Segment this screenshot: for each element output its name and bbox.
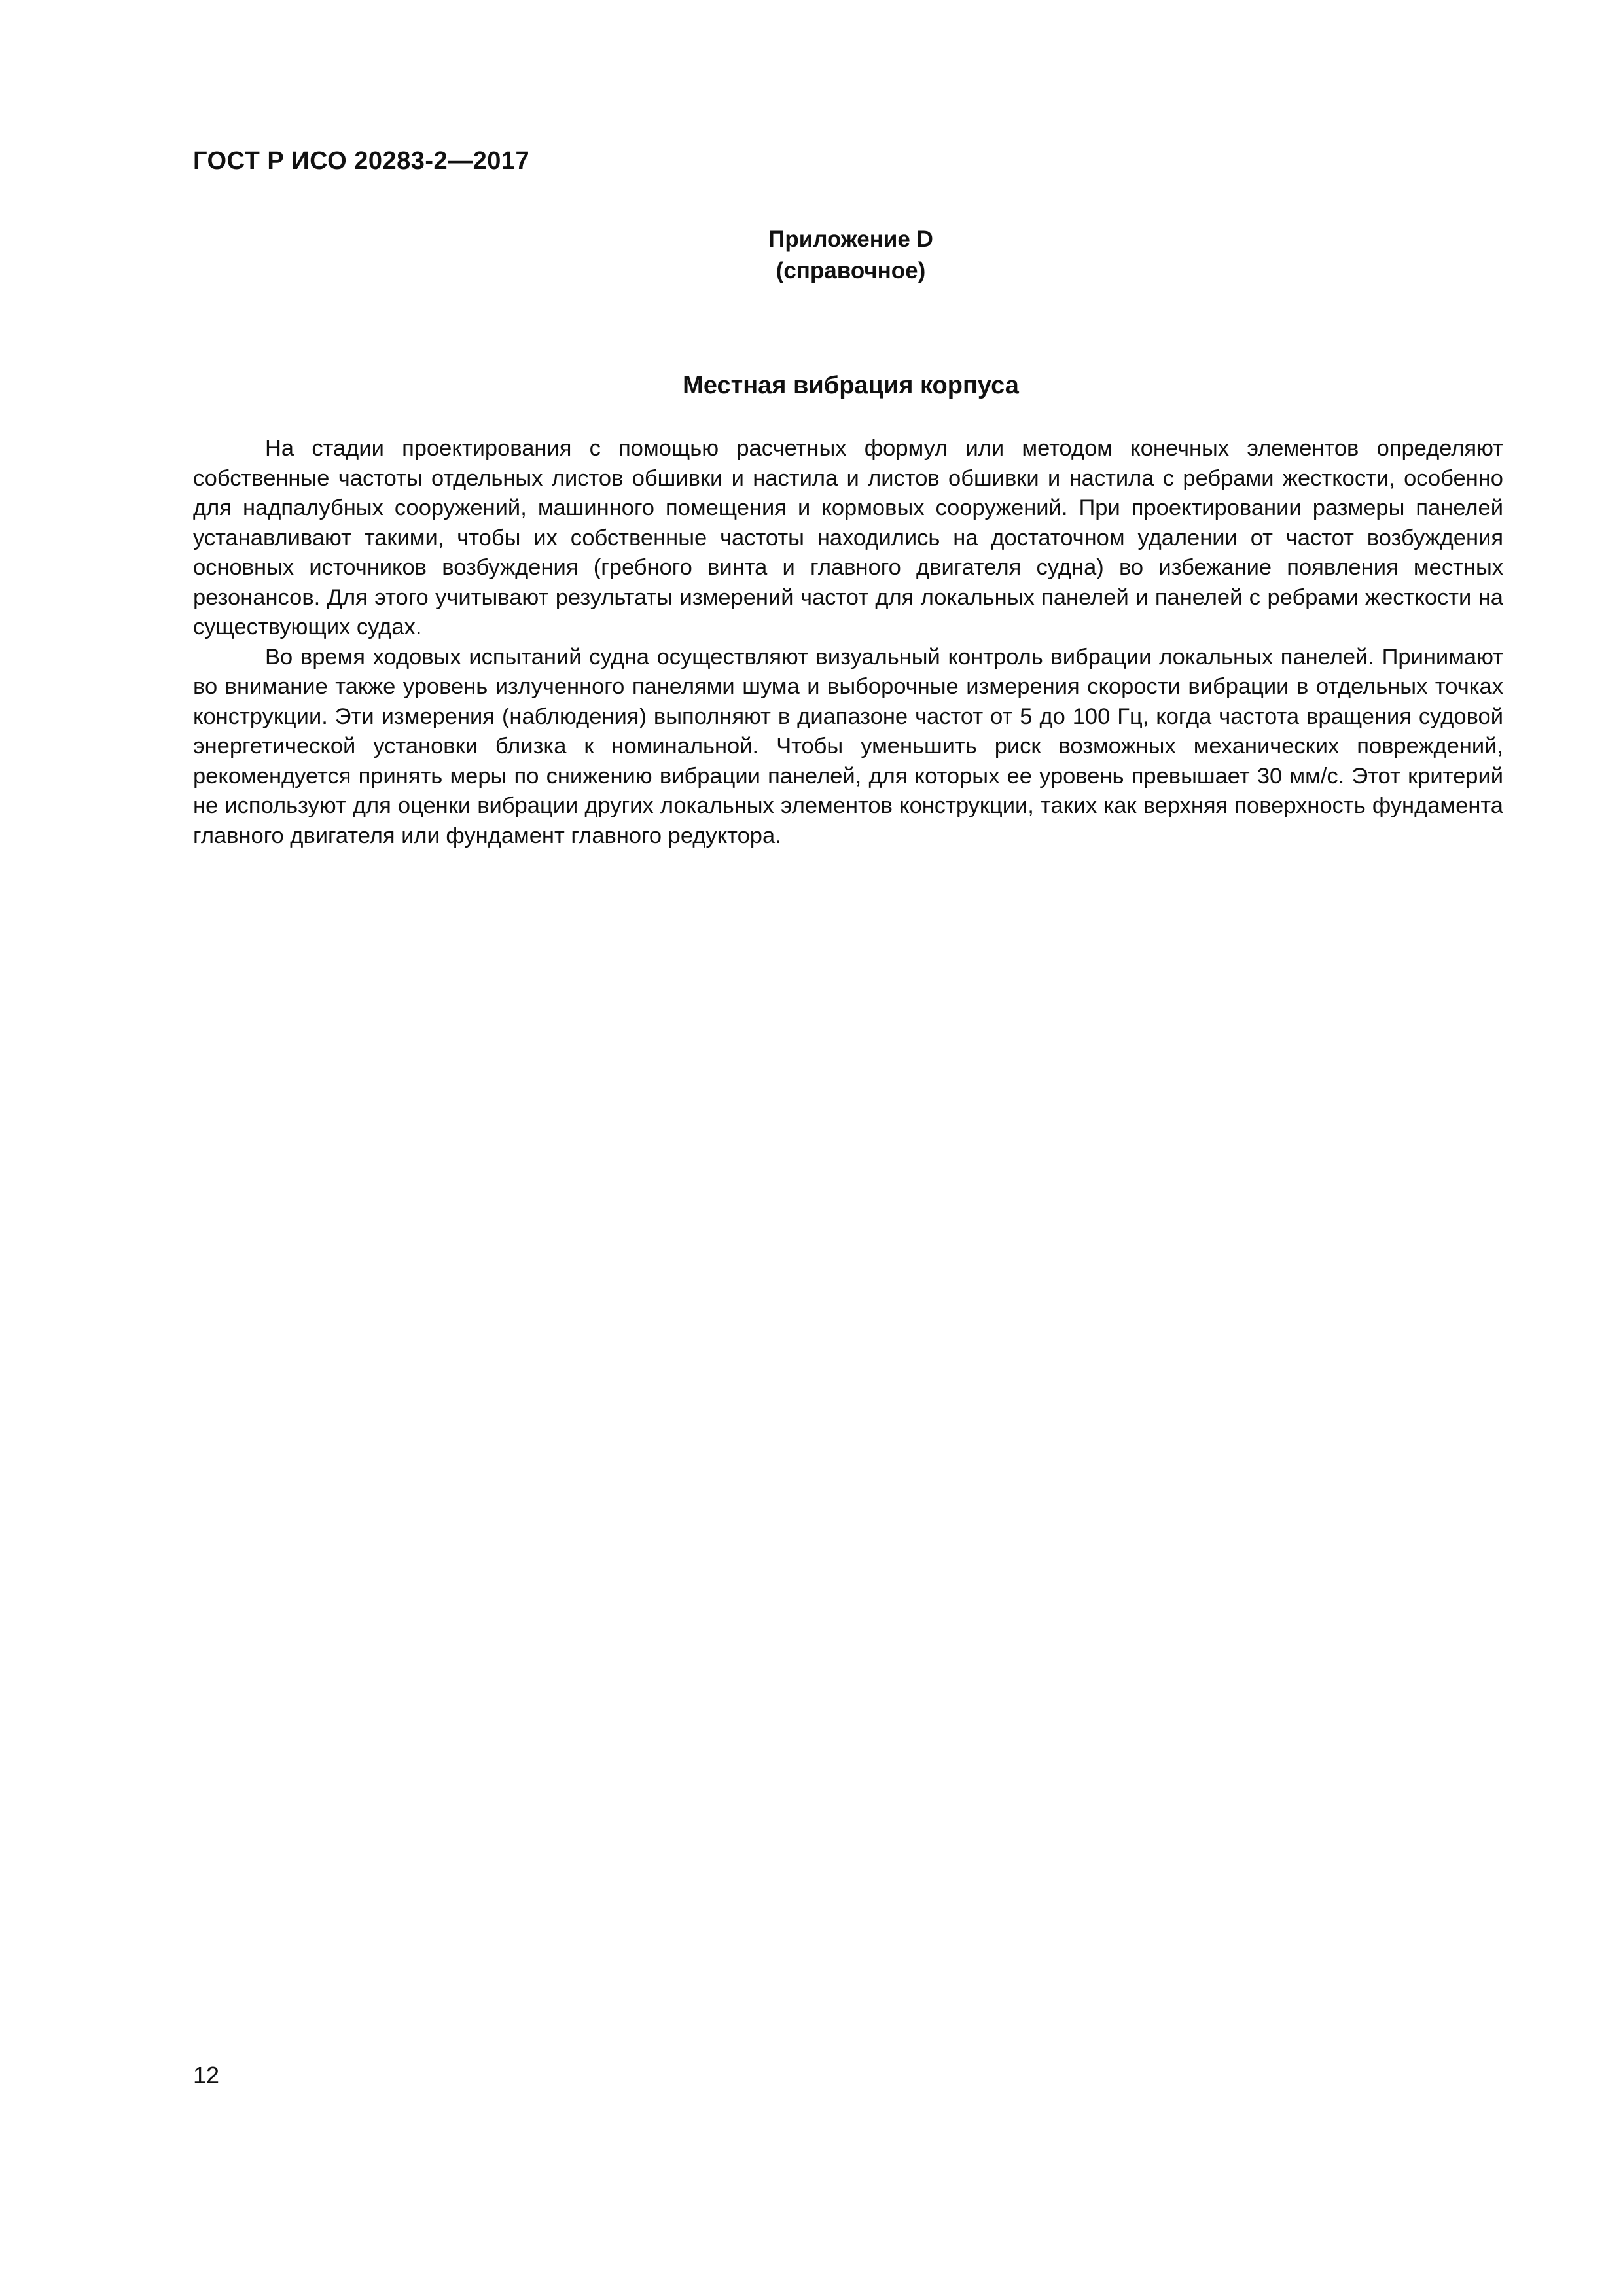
appendix-label: Приложение D	[768, 226, 933, 252]
body-text	[193, 434, 1503, 851]
paragraph-1: На стадии проектирования с помощью расчетных формул или методом конечных элементов определяют собственные частоты отдельных листов обшивки и настила и листов обшивки и настила с ребрами жесткости, особенно для надпалубных сооружений, машинного помещения и кормовых сооружений. При проектировании размеры панелей устанавливают такими, чтобы их собственные частоты находились на достаточном удалении от частот возбуждения основных источников возбуждения (гребного винта и главного двигателя судна) во избежание появления местных резонансов. Для этого учитывают результаты измерений частот для локальных панелей и панелей с ребрами жесткости на существующих судах.	[193, 436, 1503, 639]
section-title: Местная вибрация корпуса	[683, 372, 1019, 399]
page-number: 12	[193, 2062, 220, 2089]
standard-code-header: ГОСТ Р ИСО 20283-2—2017	[193, 147, 530, 175]
appendix-type: (справочное)	[776, 258, 926, 283]
paragraph-2: Во время ходовых испытаний судна осуществляют визуальный контроль вибрации локальных панелей. Принимают во внимание также уровень излученного панелями шума и выборочные измерения скорости вибрации в отдельных точках конструкции. Эти измерения (наблюдения) выполняют в диапазоне частот от 5 до 100 Гц, когда частота вращения судовой энергетической установки близка к номинальной. Чтобы уменьшить риск возможных механических повреждений, рекомендуется принять меры по снижению вибрации панелей, для которых ее уровень превышает 30 мм/с. Этот критерий не используют для оценки вибрации других локальных элементов конструкции, таких как верхняя поверхность фундамента главного двигателя или фундамент главного редуктора.	[193, 644, 1503, 848]
appendix-heading	[0, 224, 1623, 287]
